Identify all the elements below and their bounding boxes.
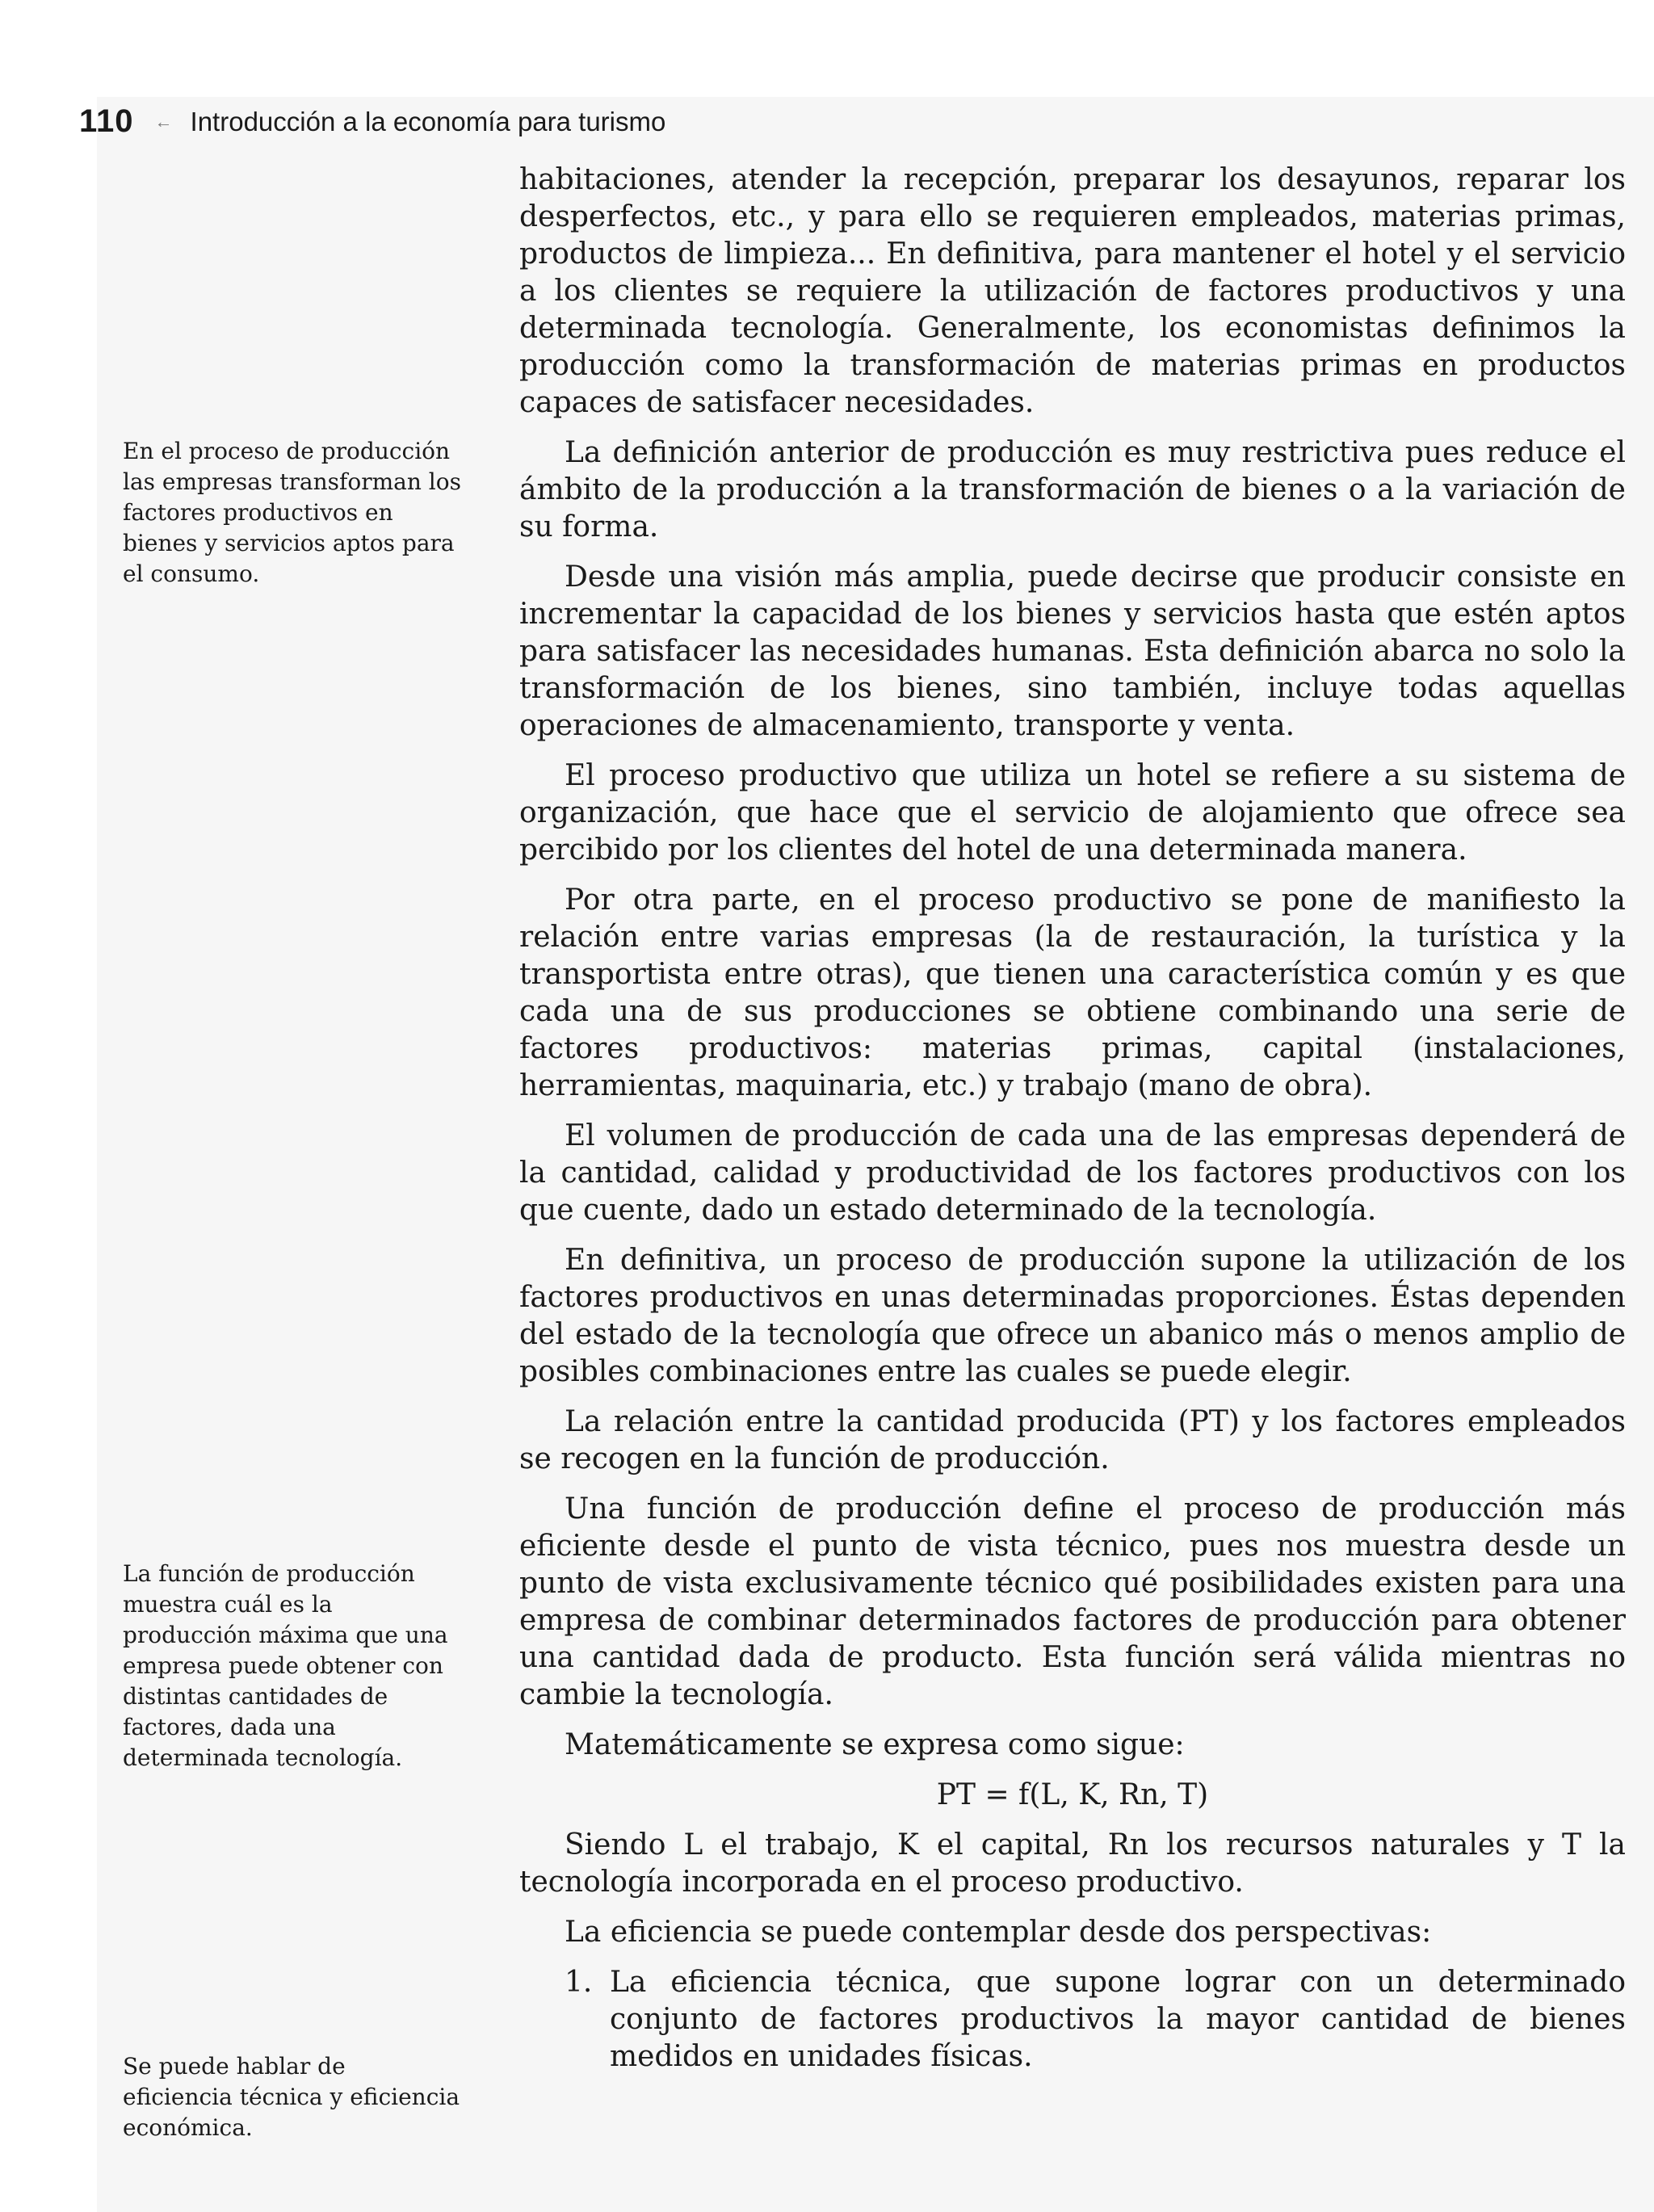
margin-note-production-function: La función de producción muestra cuál es la producción máxima que una empresa puede obtener con distintas cantidades de factores, dada una determinada tecnología.: [123, 1560, 448, 1771]
paragraph: Matemáticamente se expresa como sigue:: [565, 1728, 1185, 1761]
page-header: [79, 103, 665, 140]
running-title: Introducción a la economía para turismo: [190, 106, 666, 136]
paragraph: La definición anterior de producción es muy restrictiva pues reduce el ámbito de la producción a la transformación de bienes o a la variación de su forma.: [519, 436, 1626, 544]
margin-note-production: En el proceso de producción las empresas transforman los factores productivos en bienes y servicios aptos para el consumo.: [123, 438, 461, 587]
list-item-text: La eficiencia técnica, que supone lograr con un determinado conjunto de factores productivos la mayor cantidad de bienes medidos en unidades físicas.: [610, 1966, 1626, 2073]
main-text: [519, 162, 1626, 2076]
list-item: [519, 1964, 1626, 2076]
production-formula: PT = f(L, K, Rn, T): [936, 1778, 1209, 1811]
paragraph: Siendo L el trabajo, K el capital, Rn los recursos naturales y T la tecnología incorporada en el proceso productivo.: [519, 1828, 1626, 1899]
arrow-icon: ←: [154, 111, 173, 132]
efficiency-list: [519, 1964, 1626, 2076]
paragraph: Desde una visión más amplia, puede decirse que producir consiste en incrementar la capacidad de los bienes y servicios hasta que estén aptos para satisfacer las necesidades humanas. Esta definición abarca no solo la transformación de los bienes, sino también, incluye todas aquellas operaciones de almacenamiento, transporte y venta.: [519, 560, 1626, 742]
paragraph: La relación entre la cantidad producida (PT) y los factores empleados se recogen en la función de producción.: [519, 1405, 1626, 1475]
paragraph: Por otra parte, en el proceso productivo se pone de manifiesto la relación entre varias empresas (la de restauración, la turística y la transportista entre otras), que tienen una característica común y es que cada una de sus producciones se obtiene combinando una serie de factores productivos: materias primas, capital (instalaciones, herramientas, maquinaria, etc.) y trabajo (mano de obra).: [519, 884, 1626, 1102]
paragraph: El volumen de producción de cada una de las empresas dependerá de la cantidad, calidad y productividad de los factores productivos con los que cuente, dado un estado determinado de la tecnología.: [519, 1119, 1626, 1227]
page-number: 110: [79, 103, 134, 139]
list-item-number: 1.: [565, 1966, 593, 1999]
paragraph: En definitiva, un proceso de producción supone la utilización de los factores productivos en unas determinadas proporciones. Éstas dependen del estado de la tecnología que ofrece un abanico más o menos amplio de posibles combinaciones entre las cuales se puede elegir.: [519, 1244, 1626, 1388]
paragraph: El proceso productivo que utiliza un hotel se refiere a su sistema de organización, que hace que el servicio de alojamiento que ofrece sea percibido por los clientes del hotel de una determinada manera.: [519, 759, 1626, 867]
paragraph: Una función de producción define el proceso de producción más eficiente desde el punto de vista técnico, pues nos muestra desde un punto de vista exclusivamente técnico qué posibilidades existen para una empresa de combinar determinados factores de producción para obtener una cantidad dada de producto. Esta función será válida mientras no cambie la tecnología.: [519, 1492, 1626, 1711]
paragraph: La eficiencia se puede contemplar desde dos perspectivas:: [565, 1916, 1432, 1949]
margin-note-efficiency: Se puede hablar de eficiencia técnica y eficiencia económica.: [123, 2053, 460, 2141]
paragraph: habitaciones, atender la recepción, preparar los desayunos, reparar los desperfectos, etc., y para ello se requieren empleados, materias primas, productos de limpieza... En definitiva, para mantener el hotel y el servicio a los clientes se requiere la utilización de factores productivos y una determinada tecnología. Generalmente, los economistas definimos la producción como la transformación de materias primas en productos capaces de satisfacer necesidades.: [519, 163, 1626, 419]
